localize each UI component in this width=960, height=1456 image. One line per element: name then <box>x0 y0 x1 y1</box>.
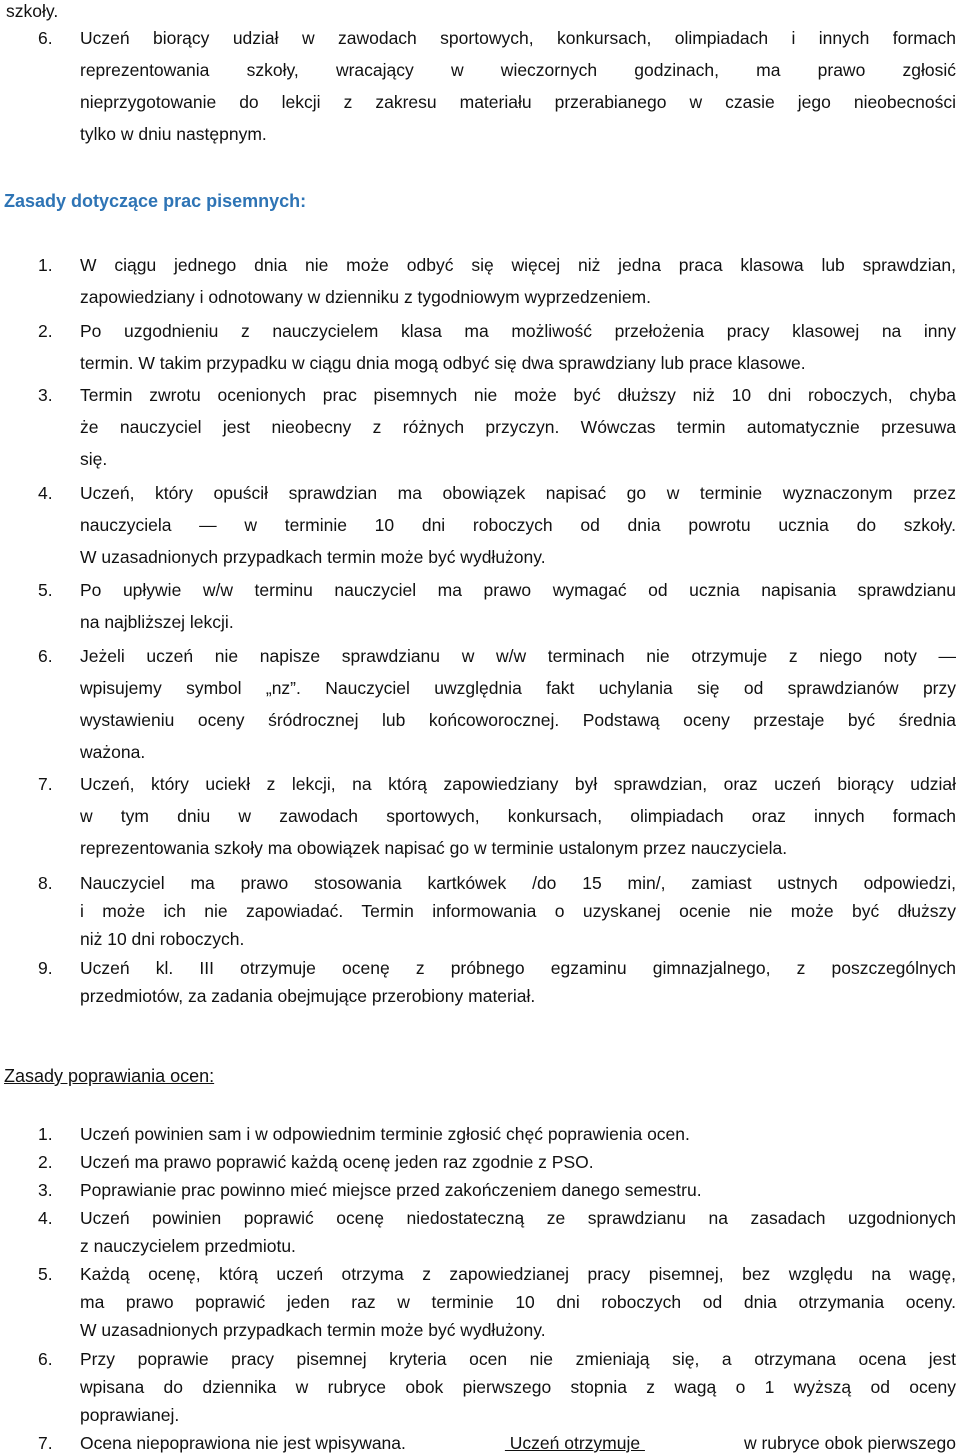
item-number: 4. <box>38 483 53 503</box>
item-line: Po uzgodnieniu z nauczycielem klasa ma możliwość przełożenia pracy klasowej na inny <box>80 321 956 341</box>
item-line: Uczeń kl. III otrzymuje ocenę z próbnego egzaminu gimnazjalnego, z poszczególnych <box>80 958 956 978</box>
item-text <box>80 773 956 869</box>
item-text <box>80 384 956 480</box>
item-number: 6. <box>38 646 53 666</box>
item-text <box>80 1179 956 1207</box>
item-number: 7. <box>38 774 53 794</box>
item-text <box>80 645 956 773</box>
item-line: reprezentowania szkoły, wracający w wieczornych godzinach, ma prawo zgłosić <box>80 60 956 80</box>
item-number: 3. <box>38 1180 53 1200</box>
item-line: W ciągu jednego dnia nie może odbyć się więcej niż jedna praca klasowa lub sprawdzian, <box>80 255 956 275</box>
item-line: Przy poprawie pracy pisemnej kryteria ocen nie zmieniają się, a otrzymana ocena jest <box>80 1349 956 1369</box>
item-line: się. <box>80 449 108 469</box>
item-line: ważona. <box>80 742 146 762</box>
item-line: Poprawianie prac powinno mieć miejsce przed zakończeniem danego semestru. <box>80 1180 702 1200</box>
item-line: Jeżeli uczeń nie napisze sprawdzianu w w/w terminach nie otrzymuje z niego noty — <box>80 646 956 666</box>
item-number: 2. <box>38 321 53 341</box>
item-line: reprezentowania szkoły ma obowiązek napisać go w terminie ustalonym przez nauczyciela. <box>80 838 788 858</box>
item-line: wpisana do dziennika w rubryce obok pierwszego stopnia z wagą o 1 wyższą od oceny <box>80 1377 956 1397</box>
item-text <box>80 579 956 643</box>
item-text-underlined: Uczeń otrzymuje <box>504 1433 645 1453</box>
item-line: Uczeń powinien sam i w odpowiednim terminie zgłosić chęć poprawienia ocen. <box>80 1124 690 1144</box>
item-text <box>80 957 956 1013</box>
item-line: z nauczycielem przedmiotu. <box>80 1236 296 1256</box>
item-line: Uczeń ma prawo poprawić każdą ocenę jeden raz zgodnie z PSO. <box>80 1152 594 1172</box>
item-text <box>80 1348 956 1432</box>
item-line: termin. W takim przypadku w ciągu dnia mogą odbyć się dwa sprawdziany lub prace klasowe. <box>80 353 806 373</box>
item-text <box>80 1263 956 1347</box>
item-number: 1. <box>38 1124 53 1144</box>
item-line: że nauczyciel jest nieobecny z różnych przyczyn. Wówczas termin automatycznie przesuwa <box>80 417 956 437</box>
item-line: Uczeń powinien poprawić ocenę niedostateczną ze sprawdzianu na zasadach uzgodnionych <box>80 1208 956 1228</box>
item-line: Uczeń biorący udział w zawodach sportowych, konkursach, olimpiadach i innych formach <box>80 28 956 48</box>
item-line: nieprzygotowanie do lekcji z zakresu materiału przerabianego w czasie jego nieobecności <box>80 92 956 112</box>
item-line: Każdą ocenę, którą uczeń otrzyma z zapowiedzianej pracy pisemnej, bez względu na wagę, <box>80 1264 956 1284</box>
item-line: Po upływie w/w terminu nauczyciel ma prawo wymagać od ucznia napisania sprawdzianu <box>80 580 956 600</box>
item-text <box>80 482 956 578</box>
item-line: W uzasadnionych przypadkach termin może być wydłużony. <box>80 1320 546 1340</box>
item-text <box>80 1207 956 1263</box>
item-number: 3. <box>38 385 53 405</box>
item-line: W uzasadnionych przypadkach termin może być wydłużony. <box>80 547 546 567</box>
item-number: 8. <box>38 873 53 893</box>
item-line: Uczeń, który opuścił sprawdzian ma obowiązek napisać go w terminie wyznaczonym przez <box>80 483 956 503</box>
item-number: 5. <box>38 1264 53 1284</box>
item-text <box>80 1123 956 1151</box>
item-line: wpisujemy symbol „nz”. Nauczyciel uwzględnia fakt uchylania się od sprawdzianów przy <box>80 678 956 698</box>
item-line: zapowiedziany i odnotowany w dzienniku z tygodniowym wyprzedzeniem. <box>80 287 651 307</box>
item-number: 6. <box>38 28 53 48</box>
item-number: 6. <box>38 1349 53 1369</box>
item-line: wystawieniu oceny śródrocznej lub końcoworocznej. Podstawą oceny przestaje być średnia <box>80 710 956 730</box>
item-line: nauczyciela — w terminie 10 dni roboczych od dnia powrotu ucznia do szkoły. <box>80 515 956 535</box>
item-line: Uczeń, który uciekł z lekcji, na którą zapowiedziany był sprawdzian, oraz uczeń biorący udział <box>80 774 956 794</box>
item-line: niż 10 dni roboczych. <box>80 929 245 949</box>
item-text-part: Ocena niepoprawiona nie jest wpisywana. <box>80 1433 406 1453</box>
item-text <box>80 27 956 155</box>
item-number: 4. <box>38 1208 53 1228</box>
section-heading: Zasady dotyczące prac pisemnych: <box>4 191 307 211</box>
item-line: ma prawo poprawić jeden raz w terminie 10 dni roboczych od dnia otrzymania oceny. <box>80 1292 956 1312</box>
item-line: na najbliższej lekcji. <box>80 612 234 632</box>
item-text <box>80 1432 956 1454</box>
item-line: i może ich nie zapowiadać. Termin informowania o uzyskanej ocenie nie może być dłuższy <box>80 901 956 921</box>
item-text <box>80 254 956 318</box>
item-text <box>80 320 956 384</box>
item-line: tylko w dniu następnym. <box>80 124 267 144</box>
item-line: poprawianej. <box>80 1405 180 1425</box>
section-heading: Zasady poprawiania ocen: <box>4 1066 215 1086</box>
item-line: przedmiotów, za zadania obejmujące przerobiony materiał. <box>80 986 536 1006</box>
item-number: 2. <box>38 1152 53 1172</box>
item-text-part: w rubryce obok pierwszego <box>743 1433 956 1453</box>
item-line: w tym dniu w zawodach sportowych, konkursach, olimpiadach oraz innych formach <box>80 806 956 826</box>
item-line: Termin zwrotu ocenionych prac pisemnych nie może być dłuższy niż 10 dni roboczych, chyba <box>80 385 956 405</box>
item-line: Nauczyciel ma prawo stosowania kartkówek /do 15 min/, zamiast ustnych odpowiedzi, <box>80 873 956 893</box>
item-number: 5. <box>38 580 53 600</box>
item-text <box>80 1151 956 1179</box>
item-number: 7. <box>38 1433 53 1453</box>
item-number: 9. <box>38 958 53 978</box>
item-number: 1. <box>38 255 53 275</box>
item-text <box>80 872 956 956</box>
carry-over-line: szkoły. <box>6 1 59 21</box>
